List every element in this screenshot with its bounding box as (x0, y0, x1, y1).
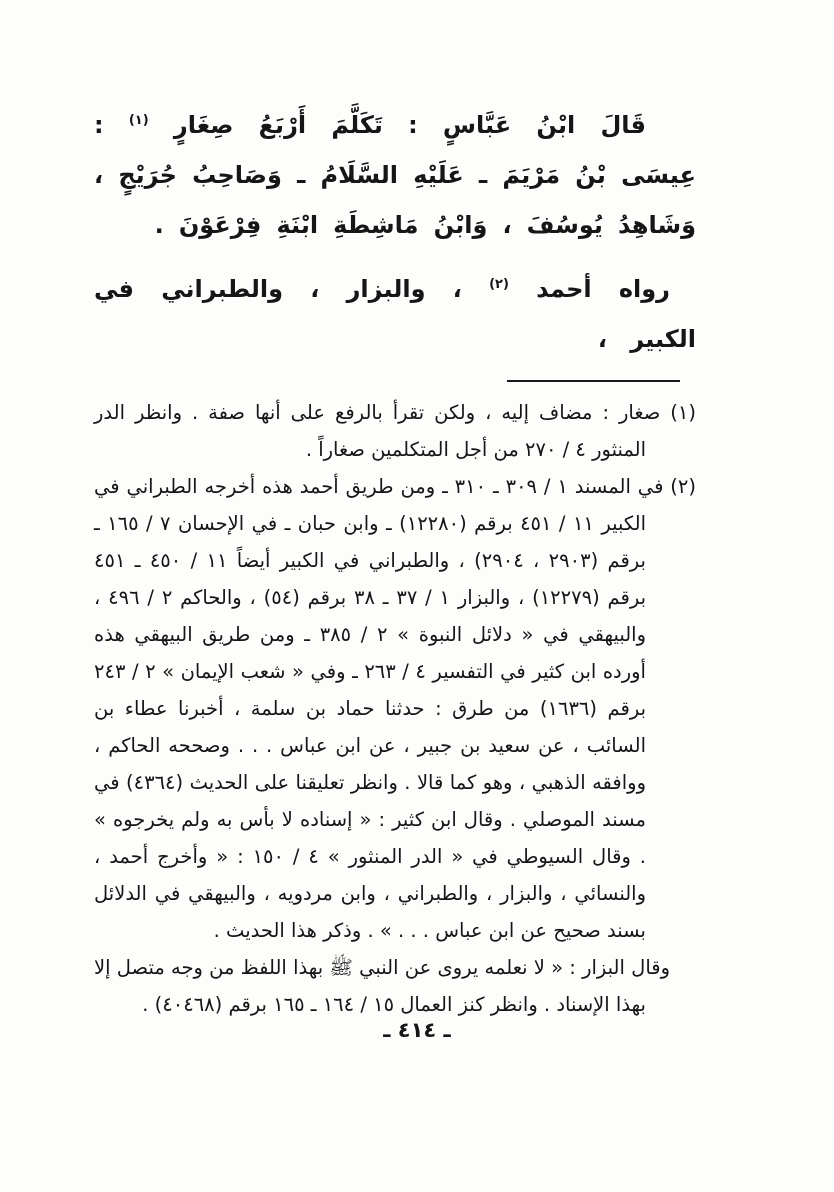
footnote-ref-1: (١) (128, 113, 149, 128)
footnote-1-text: صغار : مضاف إليه ، ولكن تقرأ بالرفع على أنها صفة . وانظر الدر المنثور ٤ / ٢٧٠ من أجل المتكلمين صغاراً . (94, 401, 661, 461)
footnotes-section (94, 394, 696, 1023)
footnote-2-paragraph-1 (94, 468, 696, 949)
footnote-1-marker: (١) (670, 401, 696, 424)
hadith-paragraph-text-end: : عِيسَى بْنُ مَرْيَمَ ـ عَلَيْهِ السَّلَامُ ـ وَصَاحِبُ جُرَيْجٍ ، وَشَاهِدُ يُوسُفَ ، وَابْنُ مَاشِطَةِ ابْنَةِ فِرْعَوْنَ . (94, 111, 696, 239)
narration-sources-text-start: رواه أحمد (536, 275, 670, 303)
narration-sources-paragraph (94, 260, 696, 364)
footnote-separator-rule (507, 380, 680, 382)
footnote-2-marker: (٢) (670, 475, 696, 498)
footnote-ref-2: (٢) (489, 277, 509, 292)
page-content (94, 0, 696, 1023)
hadith-text-section (94, 0, 696, 364)
footnote-2-text: في المسند ١ / ٣٠٩ ـ ٣١٠ ـ ومن طريق أحمد هذه أخرجه الطبراني في الكبير ١١ / ٤٥١ برقم (١٢٢٨٠) ـ وابن حبان ـ في الإحسان ٧ / ١٦٥ ـ برقم (٢٩٠٣ ، ٢٩٠٤) ، والطبراني في الكبير أيضاً ١١ / ٤٥٠ ـ ٤٥١ برقم (١٢٢٧٩) ، والبزار ١ / ٣٧ ـ ٣٨ برقم (٥٤) ، والحاكم ٢ / ٤٩٦ ، والبيهقي في « دلائل النبوة » ٢ / ٣٨٥ ـ ومن طريق البيهقي هذه أورده ابن كثير في التفسير ٤ / ٢٦٣ ـ وفي « شعب الإيمان » ٢ / ٢٤٣ برقم (١٦٣٦) من طرق : حدثنا حماد بن سلمة ، أخبرنا عطاء بن السائب ، عن سعيد بن جبير ، عن ابن عباس . . . وصححه الحاكم ، ووافقه الذهبي ، وهو كما قالا . وانظر تعليقنا على الحديث (٤٣٦٤) في مسند الموصلي . وقال ابن كثير : « إسناده لا بأس به ولم يخرجوه » . وقال السيوطي في « الدر المنثور » ٤ / ١٥٠ : « وأخرج أحمد ، والنسائي ، والبزار ، والطبراني ، وابن مردويه ، والبيهقي في الدلائل بسند صحيح عن ابن عباس . . . » . وذكر هذا الحديث . (94, 475, 664, 942)
footnote-2 (94, 468, 696, 1023)
footnote-2-paragraph-2: وقال البزار : « لا نعلمه يروى عن النبي ﷺ بهذا اللفظ من وجه متصل إلا بهذا الإسناد . وانظر كنز العمال ١٥ / ١٦٤ ـ ١٦٥ برقم (٤٠٤٦٨) . (94, 956, 670, 1016)
footnote-1-paragraph (94, 394, 696, 468)
hadith-paragraph (94, 96, 696, 250)
footnote-1 (94, 394, 696, 468)
narration-sources-text-end: ، والبزار ، والطبراني في الكبير ، (94, 275, 696, 353)
page-number: ـ ٤١٤ ـ (383, 1018, 451, 1042)
hadith-paragraph-text-start: قَالَ ابْنُ عَبَّاسٍ : تَكَلَّمَ أَرْبَعُ صِغَارٍ (173, 111, 647, 139)
